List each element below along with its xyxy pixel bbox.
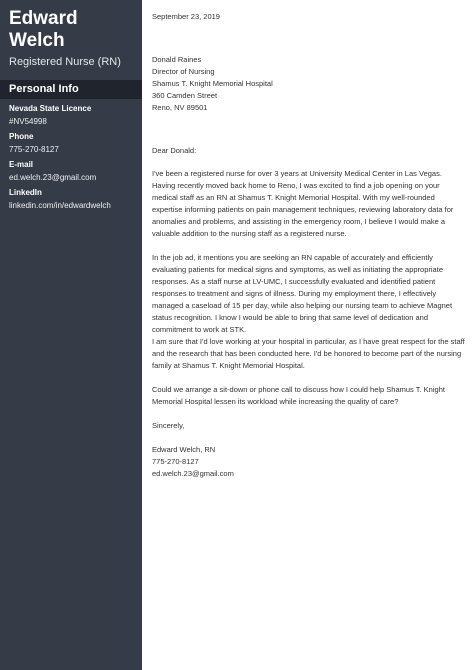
greeting: Dear Donald: [152,146,197,155]
sidebar [0,0,142,670]
email-label: E-mail [9,160,34,169]
job-title: Registered Nurse (RN) [9,56,121,68]
personal-info-heading: Personal Info [9,83,79,95]
letter-date: September 23, 2019 [152,12,220,21]
phone-label: Phone [9,132,34,141]
paragraph-experience: In the job ad, it mentions you are seeking an RN capable of accurately and efficiently evaluating patients for medical signs and symptoms, as well as initiating the appropriate responses. As a staff nurse at LV-UMC, I successfully evaluated and identified patient responses to treatment and signs of illness. During my employment there, I effectively managed a caseload of 15 per day, while also helping our nursing team to achieve Magnet status recognition. I know I would be able to bring that same level of dedication and commitment to work at STK. [152,253,453,334]
personal-info-header [0,80,142,99]
recipient-name: Donald Raines [152,55,202,64]
recipient-organization: Shamus T. Knight Memorial Hospital [152,79,273,88]
phone-value: 775-270-8127 [9,145,59,154]
closing: Sincerely, [152,421,185,430]
paragraph-motivation: I am sure that I'd love working at your hospital in particular, as I have great respect for the staff and the research that has been conducted here. I'd be honored to become part of the nursing family at Shamus T. Knight Memorial Hospital. [152,337,465,370]
linkedin-value[interactable]: linkedin.com/in/edwardwelch [9,201,111,210]
email-value[interactable]: ed.welch.23@gmail.com [9,173,97,182]
signature-email: ed.welch.23@gmail.com [152,469,234,478]
recipient-city: Reno, NV 89501 [152,103,208,112]
license-value: #NV54998 [9,117,47,126]
paragraph-intro: I've been a registered nurse for over 3 years at University Medical Center in Las Vegas. Having recently moved back home to Reno, I was excited to find a job opening on your medical staff as an RN at Shamus T. Knight Memorial Hospital. With my well-rounded expertise informing patients on pain management techniques, reviewing laboratory data for anomalies and problems, and assisting in the emergency room, I believe I would make a valuable addition to the nursing staff as a registered nurse. [152,169,454,238]
signature-phone: 775-270-8127 [152,457,199,466]
linkedin-label: LinkedIn [9,188,42,197]
recipient-title: Director of Nursing [152,67,215,76]
recipient-street: 360 Camden Street [152,91,218,100]
candidate-first-name: Edward [9,8,78,29]
license-label: Nevada State Licence [9,104,92,113]
paragraph-call-to-action: Could we arrange a sit-down or phone call to discuss how I could help Shamus T. Knight Memorial Hospital lessen its workload while increasing the quality of care? [152,385,445,406]
signature-name: Edward Welch, RN [152,445,216,454]
candidate-name [9,8,78,52]
candidate-last-name: Welch [9,30,65,51]
